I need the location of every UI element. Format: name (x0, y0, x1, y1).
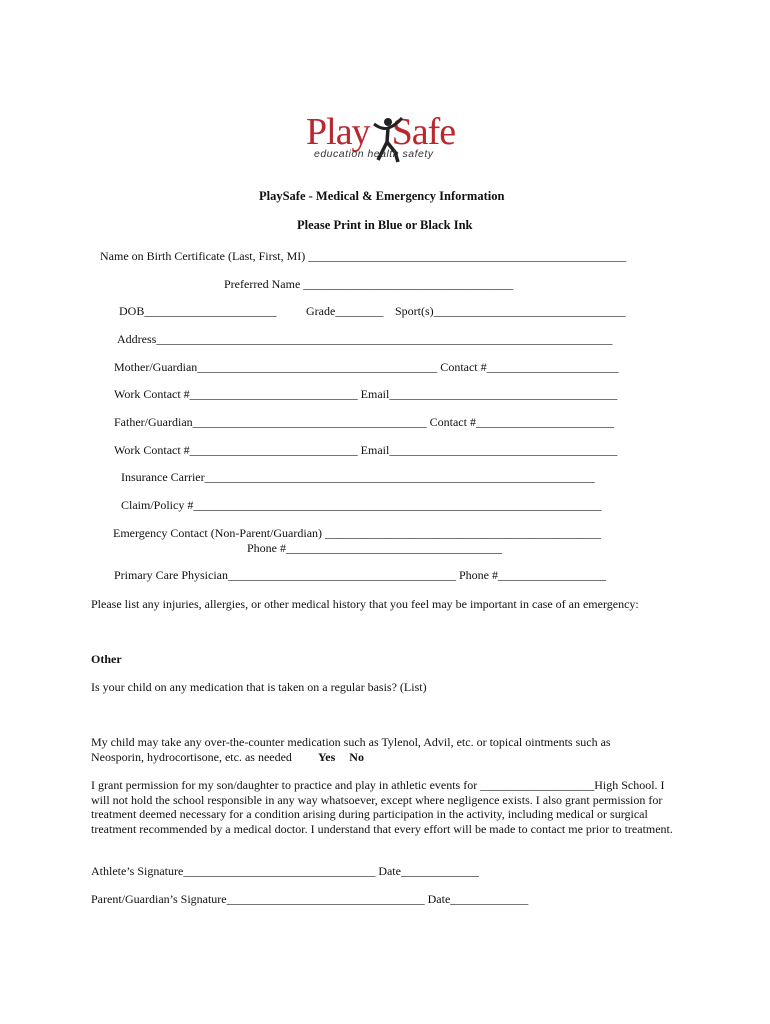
address-field[interactable]: Address____________________________________________________________________________ (117, 332, 613, 346)
treatment-permission-text: I grant permission for my son/daughter to practice and play in athletic events for ___________________High School. I will not hold the school responsible in any way whatsoever, except where negligence exists. I also grant permission for treatment deemed necessary for a condition arising during participation in the activity, including medical or surgical treatment recommended by a medical doctor. I understand that every effort will be made to contact me prior to treatment. (91, 778, 673, 836)
mother-guardian-field[interactable]: Mother/Guardian________________________________________ Contact #______________________ (114, 360, 619, 374)
father-guardian-field[interactable]: Father/Guardian_______________________________________ Contact #_______________________ (114, 415, 614, 429)
logo-word-safe: Safe (391, 111, 456, 153)
parent-signature-field[interactable]: Parent/Guardian’s Signature_________________________________ Date_____________ (91, 892, 529, 906)
dob-field[interactable]: DOB______________________ (119, 304, 277, 318)
playsafe-logo (306, 112, 470, 166)
insurance-carrier-field[interactable]: Insurance Carrier_________________________________________________________________ (121, 470, 595, 484)
claim-policy-field[interactable]: Claim/Policy #____________________________________________________________________ (121, 498, 602, 512)
logo-word-play: Play (306, 111, 370, 153)
mother-work-contact-field[interactable]: Work Contact #____________________________ Email______________________________________ (114, 387, 618, 401)
otc-text: My child may take any over-the-counter medication such as Tylenol, Advil, etc. or topical ointments such as Neosporin, hydrocortisone, etc. as needed (91, 735, 611, 764)
athlete-signature-field[interactable]: Athlete’s Signature________________________________ Date_____________ (91, 864, 479, 878)
sports-field[interactable]: Sport(s)________________________________ (395, 304, 626, 318)
preferred-name-field[interactable]: Preferred Name ___________________________________ (224, 277, 514, 291)
otc-no-option[interactable]: No (349, 749, 364, 764)
medical-history-prompt: Please list any injuries, allergies, or other medical history that you feel may be important in case of an emergency: (91, 597, 639, 611)
emergency-phone-field[interactable]: Phone #____________________________________ (247, 541, 502, 555)
grade-field[interactable]: Grade________ (306, 304, 384, 318)
otc-yes-option[interactable]: Yes (317, 749, 336, 764)
otc-permission (91, 735, 651, 764)
medication-question: Is your child on any medication that is taken on a regular basis? (List) (91, 680, 427, 694)
form-subtitle: Please Print in Blue or Black Ink (297, 218, 473, 232)
name-field[interactable]: Name on Birth Certificate (Last, First, MI) _____________________________________________________ (100, 249, 627, 263)
emergency-contact-field[interactable]: Emergency Contact (Non-Parent/Guardian) ______________________________________________ (113, 526, 602, 540)
physician-field[interactable]: Primary Care Physician______________________________________ Phone #__________________ (114, 568, 606, 582)
logo-tagline: education health safety (314, 148, 434, 160)
form-title: PlaySafe - Medical & Emergency Information (259, 189, 505, 203)
other-heading: Other (91, 652, 122, 666)
father-work-contact-field[interactable]: Work Contact #____________________________ Email______________________________________ (114, 443, 618, 457)
